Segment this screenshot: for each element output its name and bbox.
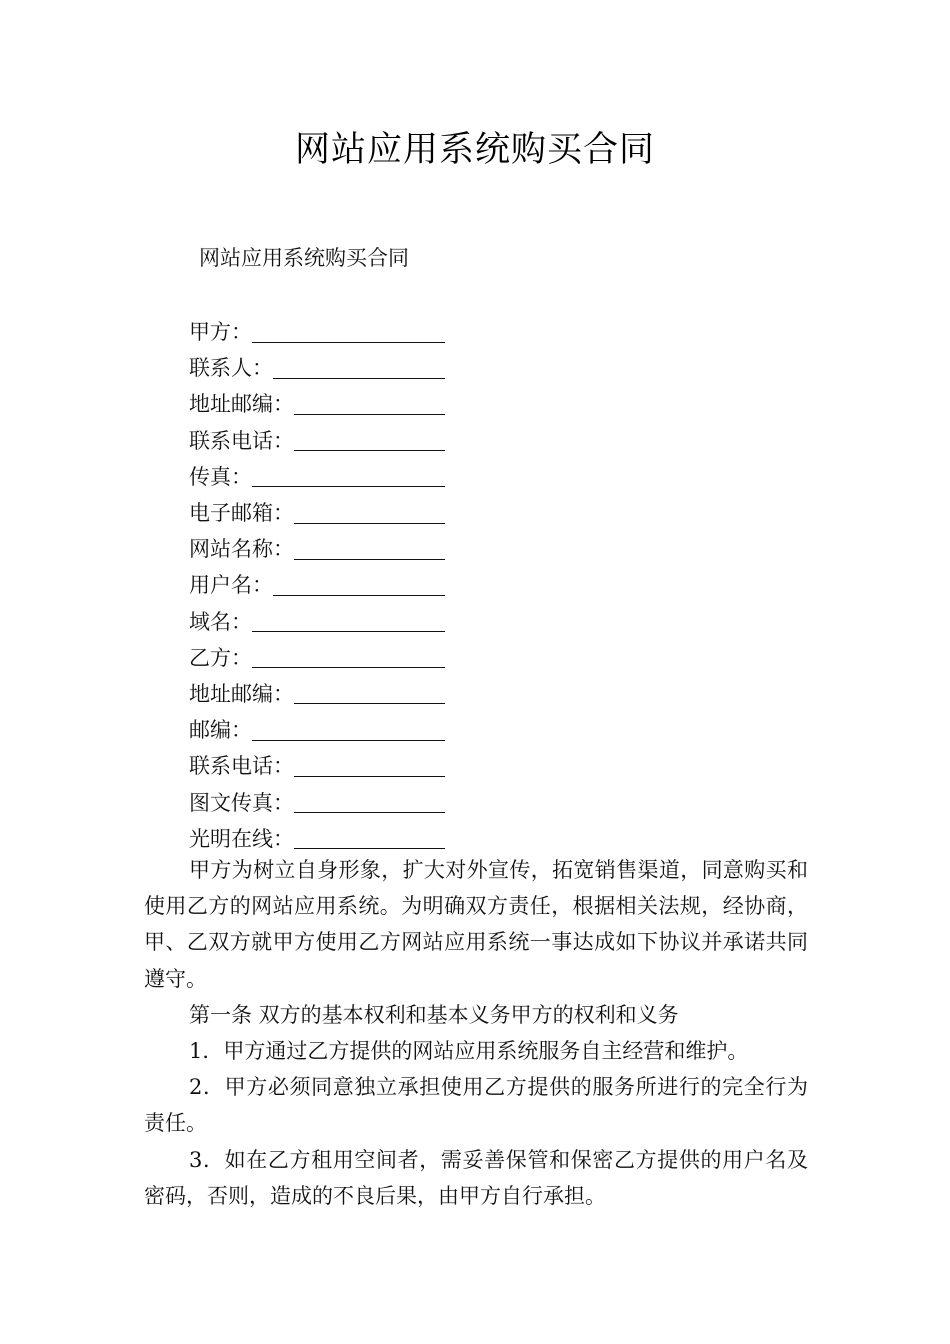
contract-paragraph: 第一条 双方的基本权利和基本义务甲方的权利和义务 (189, 1002, 679, 1027)
form-field-label: 地址邮编： (189, 392, 294, 417)
form-field-blank-line (294, 703, 445, 704)
form-field-blank-line (273, 595, 445, 596)
form-field-row (189, 314, 489, 350)
form-field-label: 传真： (189, 464, 252, 489)
contract-paragraph: 2．甲方必须同意独立承担使用乙方提供的服务所进行的完全行为责任。 (144, 1075, 808, 1136)
form-field-label: 甲方： (189, 320, 252, 345)
form-field-row (189, 712, 489, 748)
contract-paragraph: 1．甲方通过乙方提供的网站应用系统服务自主经营和维护。 (189, 1039, 749, 1064)
form-field-blank-line (252, 740, 445, 741)
contract-paragraph: 甲方为树立自身形象，扩大对外宣传，拓宽销售渠道，同意购买和使用乙方的网站应用系统。为明确双方责任，根据相关法规，经协商，甲、乙双方就甲方使用乙方网站应用系统一事达成如下协议并承诺共同遵守。 (144, 858, 808, 991)
form-field-blank-line (294, 812, 445, 813)
form-field-row (189, 567, 489, 603)
form-field-label: 域名： (189, 609, 252, 634)
form-field-row (189, 423, 489, 459)
form-field-label: 联系电话： (189, 754, 294, 779)
form-field-row (189, 676, 489, 712)
form-field-blank-line (252, 486, 445, 487)
form-field-row (189, 784, 489, 820)
form-field-row (189, 495, 489, 531)
form-field-label: 图文传真： (189, 790, 294, 815)
form-field-label: 联系人： (189, 356, 273, 381)
form-field-label: 网站名称： (189, 537, 294, 562)
form-field-blank-line (294, 450, 445, 451)
document-title: 网站应用系统购买合同 (294, 130, 655, 170)
form-field-row (189, 531, 489, 567)
document-subtitle: 网站应用系统购买合同 (199, 246, 409, 270)
form-field-row (189, 604, 489, 640)
form-field-label: 电子邮箱： (189, 501, 294, 526)
form-field-blank-line (294, 559, 445, 560)
form-field-blank-line (294, 414, 445, 415)
form-field-blank-line (294, 523, 445, 524)
form-field-blank-line (294, 848, 445, 849)
contract-paragraph: 3．如在乙方租用空间者，需妥善保管和保密乙方提供的用户名及密码，否则，造成的不良后果，由甲方自行承担。 (144, 1147, 808, 1208)
form-field-label: 光明在线： (189, 826, 294, 851)
contract-body (144, 852, 808, 1214)
form-field-label: 联系电话： (189, 428, 294, 453)
form-field-row (189, 350, 489, 386)
form-field-label: 乙方： (189, 645, 252, 670)
contract-party-fields (189, 314, 489, 857)
form-field-blank-line (294, 776, 445, 777)
form-field-label: 用户名： (189, 573, 273, 598)
form-field-blank-line (273, 378, 445, 379)
form-field-blank-line (252, 631, 445, 632)
form-field-blank-line (252, 667, 445, 668)
form-field-blank-line (252, 342, 445, 343)
form-field-row (189, 748, 489, 784)
form-field-label: 邮编： (189, 718, 252, 743)
form-field-row (189, 459, 489, 495)
form-field-row (189, 640, 489, 676)
form-field-label: 地址邮编： (189, 681, 294, 706)
form-field-row (189, 386, 489, 422)
